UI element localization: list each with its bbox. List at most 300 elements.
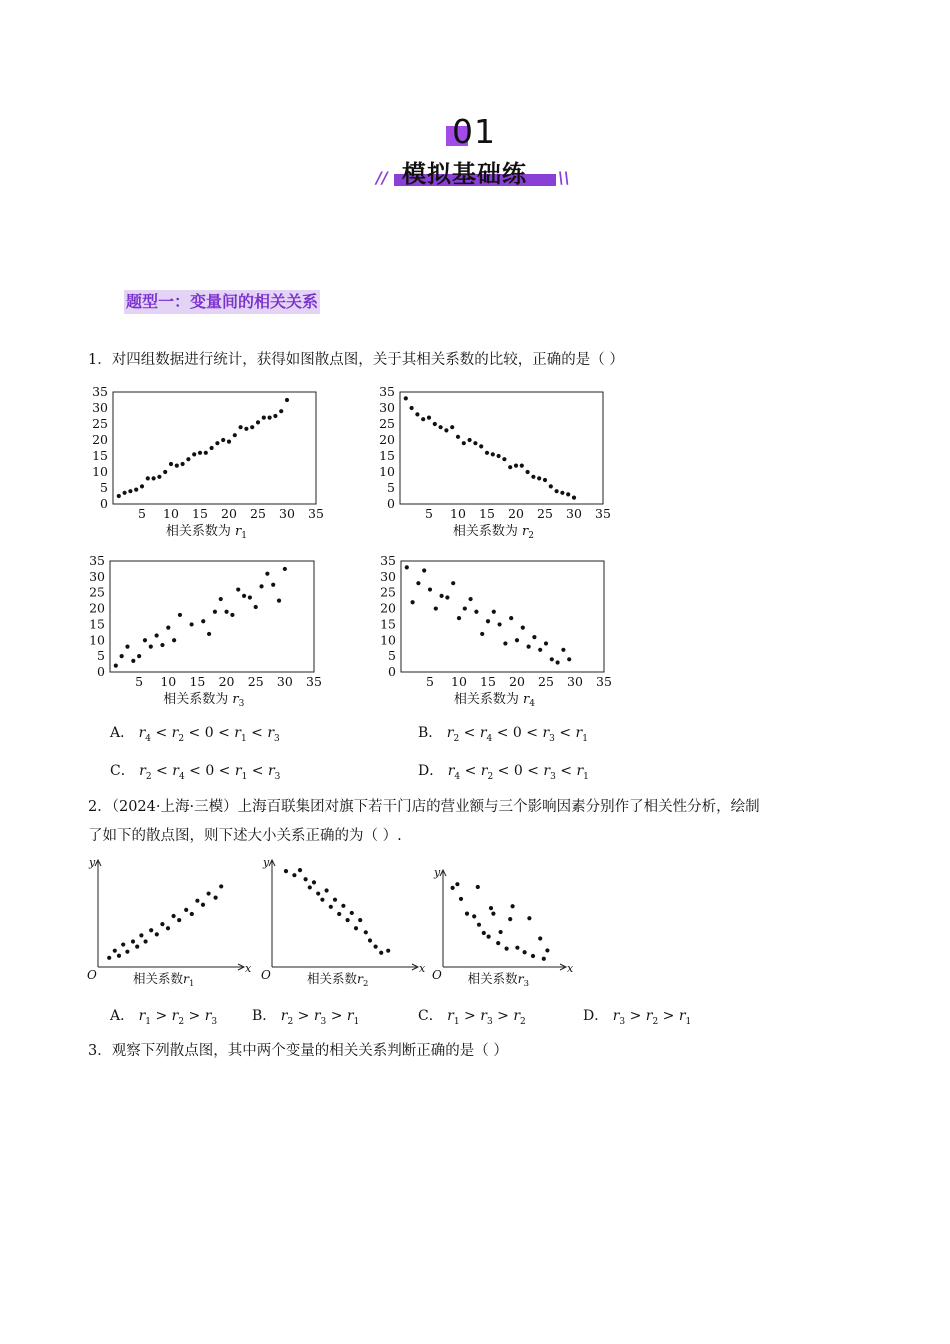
q1-option-b[interactable] bbox=[418, 722, 588, 744]
scatter-point bbox=[477, 923, 481, 927]
x-tick-label: 30 bbox=[567, 674, 583, 689]
plot-caption: 相关系数为 $r_4$ bbox=[453, 692, 535, 709]
caption-r: r bbox=[522, 692, 530, 707]
option-r: r bbox=[139, 763, 146, 779]
q2-plot-3 bbox=[432, 866, 574, 989]
scatter-point bbox=[532, 635, 536, 639]
scatter-point bbox=[487, 935, 491, 939]
q1-option-c[interactable] bbox=[110, 760, 280, 782]
option-r-sub: 3 bbox=[274, 733, 280, 744]
x-tick-label: 20 bbox=[218, 674, 235, 689]
scatter-point bbox=[160, 922, 164, 926]
plot-frame bbox=[401, 561, 604, 672]
scatter-point bbox=[538, 936, 542, 940]
option-operator: < 0 < bbox=[493, 763, 544, 779]
scatter-point bbox=[131, 659, 135, 663]
caption-r: r bbox=[234, 524, 242, 539]
scatter-point bbox=[364, 930, 368, 934]
plot-caption: 相关系数为 $r_2$ bbox=[452, 524, 534, 541]
option-r-sub: 1 bbox=[583, 771, 589, 782]
scatter-point bbox=[555, 489, 559, 493]
q2-option-c[interactable] bbox=[418, 1005, 526, 1027]
y-tick-label: 20 bbox=[89, 600, 105, 616]
scatter-point bbox=[510, 904, 514, 908]
scatter-point bbox=[312, 880, 316, 884]
scatter-point bbox=[169, 462, 173, 466]
scatter-point bbox=[134, 488, 138, 492]
scatter-point bbox=[457, 616, 461, 620]
option-operator: < bbox=[555, 763, 577, 779]
scatter-point bbox=[416, 581, 420, 585]
y-tick-label: 15 bbox=[89, 616, 105, 632]
option-operator: > bbox=[658, 1008, 679, 1024]
scatter-point bbox=[486, 619, 490, 623]
plot-frame bbox=[400, 392, 603, 504]
scatter-point bbox=[244, 427, 248, 431]
x-tick-label: 5 bbox=[138, 506, 146, 521]
option-r: r bbox=[446, 725, 454, 741]
option-r-sub: 3 bbox=[211, 1016, 218, 1027]
option-r-sub: 1 bbox=[582, 733, 588, 744]
option-r: r bbox=[171, 1008, 179, 1024]
scatter-point bbox=[201, 619, 205, 623]
option-letter: B． bbox=[418, 725, 447, 741]
y-tick-label: 35 bbox=[92, 384, 108, 399]
caption-r-sub: 1 bbox=[241, 531, 247, 541]
scatter-point bbox=[121, 942, 125, 946]
plot-caption: 相关系数为 $r_1$ bbox=[165, 524, 247, 541]
option-r: r bbox=[138, 725, 146, 741]
scatter-point bbox=[131, 939, 135, 943]
scatter-point bbox=[213, 610, 217, 614]
q1-option-a[interactable] bbox=[110, 722, 280, 744]
scatter-point bbox=[268, 416, 272, 420]
x-tick-label: 5 bbox=[135, 674, 144, 689]
scatter-point bbox=[491, 452, 495, 456]
plot-caption: 相关系数$r_3$ bbox=[467, 971, 530, 989]
scatter-point bbox=[341, 904, 345, 908]
scatter-point bbox=[492, 610, 496, 614]
option-operator: < 0 < bbox=[184, 725, 235, 741]
scatter-point bbox=[489, 906, 493, 910]
scatter-point bbox=[505, 947, 509, 951]
scatter-point bbox=[379, 951, 383, 955]
scatter-point bbox=[192, 452, 196, 456]
scatter-point bbox=[135, 945, 139, 949]
scatter-point bbox=[146, 476, 150, 480]
option-r: r bbox=[234, 763, 242, 779]
x-tick-label: 15 bbox=[192, 506, 208, 521]
y-tick-label: 25 bbox=[89, 584, 105, 600]
scatter-point bbox=[465, 912, 469, 916]
scatter-point bbox=[265, 572, 269, 576]
option-r-sub: 3 bbox=[549, 733, 555, 744]
option-r-sub: 2 bbox=[178, 1016, 185, 1027]
option-r-sub: 3 bbox=[320, 1016, 327, 1027]
scatter-point bbox=[125, 950, 129, 954]
option-letter: C． bbox=[110, 763, 140, 779]
scatter-point bbox=[550, 657, 554, 661]
scatter-point bbox=[480, 632, 484, 636]
option-r: r bbox=[280, 1008, 288, 1024]
scatter-point bbox=[149, 928, 153, 932]
option-r-sub: 4 bbox=[486, 733, 493, 744]
scatter-point bbox=[284, 869, 288, 873]
y-tick-label: 10 bbox=[92, 464, 108, 479]
option-letter: B． bbox=[252, 1008, 281, 1024]
x-tick-label: 35 bbox=[596, 674, 612, 689]
y-tick-label: 15 bbox=[379, 448, 395, 463]
scatter-point bbox=[236, 587, 240, 591]
scatter-point bbox=[527, 916, 531, 920]
x-axis-label: x bbox=[419, 962, 426, 975]
scatter-point bbox=[374, 945, 378, 949]
option-operator: < bbox=[554, 725, 576, 741]
y-tick-label: 10 bbox=[380, 632, 396, 648]
plot-caption: 相关系数$r_1$ bbox=[132, 971, 195, 989]
option-r-sub: 2 bbox=[178, 733, 185, 744]
option-letter: C． bbox=[418, 1008, 448, 1024]
scatter-point bbox=[499, 930, 503, 934]
scatter-point bbox=[155, 932, 159, 936]
option-operator: > bbox=[625, 1008, 646, 1024]
scatter-point bbox=[440, 594, 444, 598]
scatter-point bbox=[566, 492, 570, 496]
scatter-point bbox=[537, 476, 541, 480]
scatter-point bbox=[186, 457, 190, 461]
scatter-point bbox=[128, 489, 132, 493]
scatter-point bbox=[346, 918, 350, 922]
option-r: r bbox=[313, 1008, 321, 1024]
scatter-point bbox=[215, 441, 219, 445]
x-tick-label: 15 bbox=[480, 674, 496, 689]
y-tick-label: 0 bbox=[388, 664, 396, 679]
scatter-point bbox=[204, 451, 208, 455]
y-tick-label: 5 bbox=[388, 648, 396, 664]
scatter-point bbox=[459, 897, 463, 901]
option-r-sub: 3 bbox=[274, 771, 281, 782]
option-r: r bbox=[480, 1008, 487, 1024]
scatter-point bbox=[177, 918, 181, 922]
scatter-point bbox=[405, 565, 409, 569]
y-axis-label: y bbox=[263, 856, 270, 869]
scatter-point bbox=[219, 597, 223, 601]
y-tick-label: 15 bbox=[380, 616, 396, 632]
option-operator: < bbox=[151, 725, 172, 741]
scatter-point bbox=[123, 491, 127, 495]
scatter-point bbox=[256, 420, 260, 424]
scatter-point bbox=[358, 918, 362, 922]
scatter-point bbox=[316, 891, 320, 895]
option-r-sub: 3 bbox=[550, 771, 556, 782]
option-r-sub: 2 bbox=[520, 1016, 526, 1027]
scatter-point bbox=[224, 610, 228, 614]
x-tick-label: 10 bbox=[163, 506, 179, 521]
origin-label: O bbox=[432, 968, 442, 982]
scatter-point bbox=[527, 645, 531, 649]
scatter-point bbox=[567, 657, 571, 661]
q3-stem: 3．观察下列散点图，其中两个变量的相关关系判断正确的是（ ） bbox=[88, 1043, 508, 1059]
scatter-point bbox=[450, 425, 454, 429]
scatter-point bbox=[542, 957, 546, 961]
x-tick-label: 35 bbox=[306, 674, 322, 689]
y-tick-label: 30 bbox=[92, 400, 108, 415]
scatter-point bbox=[113, 949, 117, 953]
option-r-sub: 4 bbox=[178, 771, 185, 782]
option-r-sub: 2 bbox=[487, 771, 494, 782]
option-operator: < bbox=[460, 763, 481, 779]
q2-plot-2 bbox=[261, 856, 426, 989]
option-r-sub: 1 bbox=[241, 771, 248, 782]
caption-r-sub: 3 bbox=[238, 699, 245, 709]
scatter-point bbox=[230, 613, 234, 617]
scatter-point bbox=[433, 422, 437, 426]
scatter-point bbox=[137, 654, 141, 658]
option-r-sub: 1 bbox=[353, 1016, 360, 1027]
scatter-point bbox=[157, 475, 161, 479]
scatter-point bbox=[337, 912, 341, 916]
y-tick-label: 25 bbox=[380, 584, 396, 600]
option-r: r bbox=[234, 725, 241, 741]
scatter-point bbox=[469, 597, 473, 601]
scatter-point bbox=[304, 877, 308, 881]
scatter-point bbox=[201, 903, 205, 907]
y-axis-label: y bbox=[89, 856, 96, 869]
option-r: r bbox=[267, 725, 275, 741]
option-r-sub: 1 bbox=[240, 733, 247, 744]
caption-r: r bbox=[517, 971, 524, 986]
x-tick-label: 5 bbox=[425, 506, 433, 521]
option-r-sub: 1 bbox=[685, 1016, 692, 1027]
option-operator: < bbox=[459, 725, 480, 741]
y-tick-label: 0 bbox=[100, 496, 108, 511]
option-operator: < 0 < bbox=[184, 763, 235, 779]
scatter-point bbox=[354, 926, 358, 930]
scatter-point bbox=[445, 595, 449, 599]
scatter-point bbox=[434, 606, 438, 610]
scatter-point bbox=[561, 648, 565, 652]
scatter-point bbox=[149, 645, 153, 649]
option-operator: < bbox=[246, 725, 268, 741]
scatter-point bbox=[476, 885, 480, 889]
scatter-point bbox=[166, 626, 170, 630]
x-tick-label: 25 bbox=[250, 506, 266, 521]
scatter-point bbox=[163, 470, 167, 474]
q2-plot-1 bbox=[87, 856, 252, 989]
q2-scatter-plots bbox=[0, 850, 950, 995]
scatter-point bbox=[350, 911, 354, 915]
scatter-point bbox=[219, 884, 223, 888]
scatter-point bbox=[117, 494, 121, 498]
scatter-point bbox=[410, 406, 414, 410]
scatter-point bbox=[474, 610, 478, 614]
scatter-point bbox=[508, 917, 512, 921]
caption-r: r bbox=[521, 524, 529, 539]
caption-r-sub: 4 bbox=[529, 699, 535, 709]
scatter-point bbox=[283, 567, 287, 571]
scatter-point bbox=[143, 638, 147, 642]
y-tick-label: 0 bbox=[97, 664, 105, 679]
option-r: r bbox=[678, 1008, 686, 1024]
option-operator: > bbox=[459, 1008, 481, 1024]
scatter-point bbox=[428, 587, 432, 591]
scatter-point bbox=[221, 438, 225, 442]
option-operator: < bbox=[247, 763, 268, 779]
scatter-point bbox=[503, 641, 507, 645]
scatter-point bbox=[485, 451, 489, 455]
y-tick-label: 25 bbox=[92, 416, 108, 431]
scatter-point bbox=[320, 898, 324, 902]
q1-plot-4 bbox=[380, 553, 612, 709]
plot-caption: 相关系数$r_2$ bbox=[306, 971, 369, 989]
scatter-point bbox=[117, 954, 121, 958]
y-tick-label: 35 bbox=[379, 384, 395, 399]
x-tick-label: 35 bbox=[595, 506, 611, 521]
scatter-point bbox=[422, 568, 426, 572]
option-r: r bbox=[204, 1008, 212, 1024]
scatter-point bbox=[473, 441, 477, 445]
scatter-point bbox=[572, 496, 576, 500]
option-r-sub: 3 bbox=[486, 1016, 493, 1027]
scatter-point bbox=[140, 484, 144, 488]
chapter-title-text: 模拟基础练 bbox=[402, 160, 527, 188]
q2-option-a[interactable] bbox=[110, 1005, 217, 1027]
scatter-point bbox=[520, 464, 524, 468]
scatter-point bbox=[242, 594, 246, 598]
option-r: r bbox=[138, 1008, 146, 1024]
scatter-point bbox=[207, 632, 211, 636]
scatter-point bbox=[468, 438, 472, 442]
x-tick-label: 10 bbox=[450, 506, 466, 521]
scatter-point bbox=[152, 476, 156, 480]
scatter-point bbox=[333, 898, 337, 902]
scatter-point bbox=[227, 440, 231, 444]
section-title: 题型一：变量间的相关关系 bbox=[124, 290, 320, 314]
scatter-point bbox=[178, 613, 182, 617]
option-r: r bbox=[172, 763, 179, 779]
scatter-point bbox=[181, 462, 185, 466]
scatter-point bbox=[166, 926, 170, 930]
deco-slash-right: \\ bbox=[558, 168, 570, 187]
scatter-point bbox=[531, 475, 535, 479]
q2-stem-line2: 了如下的散点图，则下述大小关系正确的为（ ）. bbox=[88, 828, 402, 844]
scatter-point bbox=[298, 868, 302, 872]
scatter-point bbox=[139, 933, 143, 937]
scatter-point bbox=[482, 931, 486, 935]
scatter-point bbox=[368, 938, 372, 942]
option-operator: < 0 < bbox=[492, 725, 543, 741]
scatter-point bbox=[107, 956, 111, 960]
scatter-point bbox=[462, 441, 466, 445]
scatter-point bbox=[248, 595, 252, 599]
scatter-point bbox=[444, 428, 448, 432]
scatter-point bbox=[292, 873, 296, 877]
x-tick-label: 5 bbox=[426, 674, 434, 689]
origin-label: O bbox=[261, 968, 271, 982]
scatter-point bbox=[262, 416, 266, 420]
scatter-point bbox=[190, 912, 194, 916]
scatter-point bbox=[439, 425, 443, 429]
scatter-point bbox=[451, 886, 455, 890]
scatter-point bbox=[556, 660, 560, 664]
option-letter: A． bbox=[110, 1008, 139, 1024]
scatter-point bbox=[514, 464, 518, 468]
y-tick-label: 30 bbox=[379, 400, 395, 415]
q2-option-b[interactable] bbox=[252, 1005, 359, 1027]
x-tick-label: 10 bbox=[160, 674, 177, 689]
scatter-point bbox=[502, 457, 506, 461]
scatter-point bbox=[496, 941, 500, 945]
y-tick-label: 15 bbox=[92, 448, 108, 463]
scatter-point bbox=[172, 638, 176, 642]
option-r-sub: 3 bbox=[619, 1016, 626, 1027]
scatter-point bbox=[190, 622, 194, 626]
option-letter: D． bbox=[583, 1008, 613, 1024]
option-r-sub: 2 bbox=[453, 733, 460, 744]
scatter-point bbox=[114, 664, 118, 668]
scatter-point bbox=[508, 465, 512, 469]
scatter-point bbox=[479, 444, 483, 448]
caption-r-sub: 2 bbox=[528, 531, 534, 541]
scatter-point bbox=[273, 414, 277, 418]
scatter-point bbox=[526, 470, 530, 474]
caption-r: r bbox=[357, 971, 363, 986]
scatter-point bbox=[233, 433, 237, 437]
scatter-point bbox=[239, 425, 243, 429]
q2-option-d[interactable] bbox=[583, 1005, 691, 1027]
scatter-point bbox=[172, 914, 176, 918]
option-r: r bbox=[612, 1008, 620, 1024]
x-axis-label: x bbox=[245, 962, 252, 975]
q1-stem: 1．对四组数据进行统计，获得如图散点图，关于其相关系数的比较，正确的是（ ） bbox=[88, 352, 624, 368]
y-tick-label: 0 bbox=[387, 496, 395, 511]
scatter-point bbox=[214, 896, 218, 900]
scatter-point bbox=[285, 398, 289, 402]
x-tick-label: 25 bbox=[538, 674, 554, 689]
y-tick-label: 5 bbox=[100, 480, 108, 495]
q1-plot-1 bbox=[92, 384, 324, 541]
scatter-point bbox=[175, 464, 179, 468]
option-r: r bbox=[267, 763, 275, 779]
y-tick-label: 25 bbox=[379, 416, 395, 431]
x-tick-label: 30 bbox=[566, 506, 582, 521]
scatter-point bbox=[463, 606, 467, 610]
x-tick-label: 35 bbox=[308, 506, 324, 521]
caption-r-sub: 1 bbox=[188, 979, 195, 989]
q1-option-d[interactable] bbox=[418, 760, 589, 782]
y-tick-label: 10 bbox=[89, 632, 105, 648]
y-tick-label: 20 bbox=[380, 600, 396, 616]
x-tick-label: 30 bbox=[276, 674, 293, 689]
option-r: r bbox=[171, 725, 179, 741]
option-r: r bbox=[346, 1008, 354, 1024]
scatter-point bbox=[210, 446, 214, 450]
scatter-point bbox=[254, 605, 258, 609]
caption-r: r bbox=[232, 692, 239, 707]
x-tick-label: 10 bbox=[451, 674, 467, 689]
scatter-point bbox=[421, 417, 425, 421]
y-tick-label: 30 bbox=[89, 568, 105, 584]
option-operator: > bbox=[492, 1008, 514, 1024]
x-tick-label: 20 bbox=[509, 674, 525, 689]
option-r-sub: 1 bbox=[145, 1016, 151, 1027]
option-r: r bbox=[645, 1008, 653, 1024]
option-r: r bbox=[542, 725, 550, 741]
scatter-point bbox=[515, 638, 519, 642]
scatter-point bbox=[549, 484, 553, 488]
scatter-point bbox=[404, 396, 408, 400]
scatter-point bbox=[415, 412, 419, 416]
